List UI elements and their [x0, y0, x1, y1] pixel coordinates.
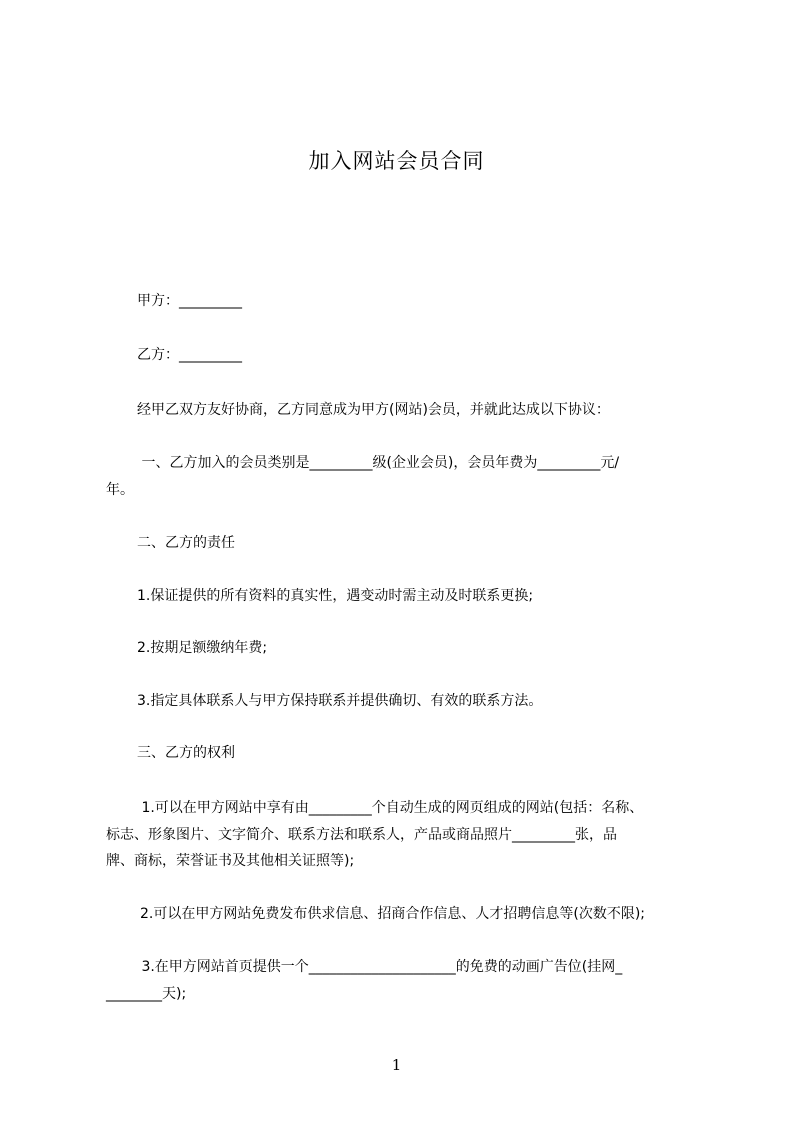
right-item-2: 2.可以在甲方网站免费发布供求信息、招商合作信息、人才招聘信息等(次数不限);	[140, 906, 645, 922]
responsibility-item-3: 3.指定具体联系人与甲方保持联系并提供确切、有效的联系方法。	[137, 693, 543, 709]
preamble-paragraph: 经甲乙双方友好协商，乙方同意成为甲方(网站)会员，并就此达成以下协议：	[137, 402, 610, 418]
right-item-1-line-1: 1.可以在甲方网站中享有由_________个自动生成的网页组成的网站(包括：名称、	[137, 800, 644, 816]
clause-1-line-1: 一、乙方加入的会员类别是_________级(企业会员)，会员年费为_________元/	[137, 455, 620, 471]
clause-1-line-2: 年。	[106, 482, 134, 498]
responsibility-item-2: 2.按期足额缴纳年费;	[137, 640, 268, 656]
right-item-3-line-2: ________天);	[106, 986, 187, 1002]
right-item-3-line-1: 3.在甲方网站首页提供一个_____________________的免费的动画广告位(挂网_	[137, 959, 623, 975]
section-2-heading: 二、乙方的责任	[137, 535, 235, 551]
right-item-1-line-2: 标志、形象图片、文字简介、联系方法和联系人，产品或商品照片_________张，品	[106, 827, 617, 843]
page-number: 1	[391, 1056, 402, 1074]
document-title: 加入网站会员合同	[308, 149, 485, 173]
party-b-line: 乙方：_________	[137, 347, 242, 363]
responsibility-item-1: 1.保证提供的所有资料的真实性，遇变动时需主动及时联系更换;	[137, 588, 534, 604]
section-3-heading: 三、乙方的权利	[137, 745, 235, 761]
party-a-line: 甲方：_________	[137, 293, 242, 309]
right-item-1-line-3: 牌、商标，荣誉证书及其他相关证照等);	[106, 853, 355, 869]
